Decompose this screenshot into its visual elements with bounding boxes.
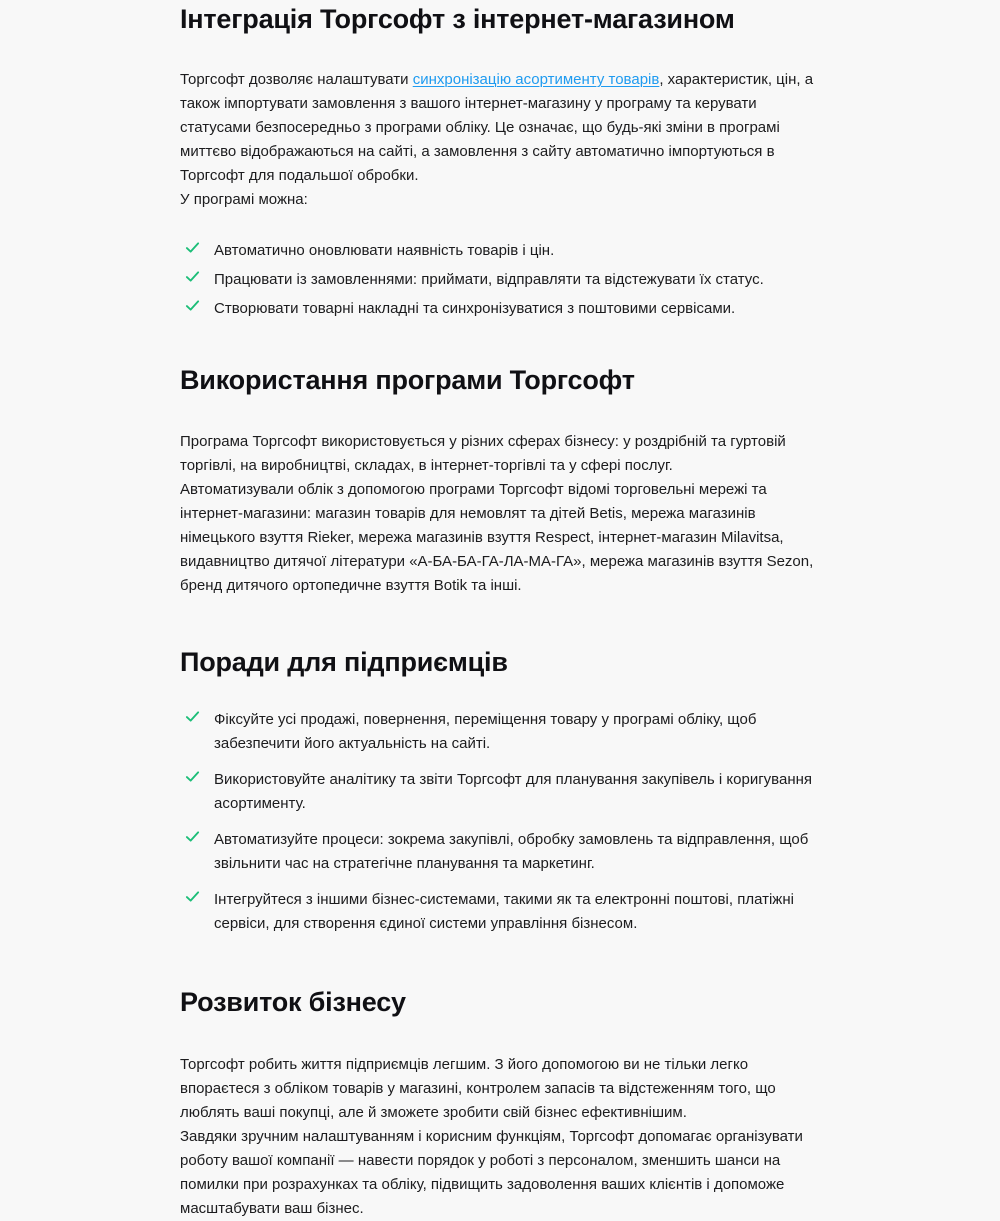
check-icon bbox=[185, 709, 200, 724]
check-icon bbox=[185, 889, 200, 904]
section-title-tips: Поради для підприємців bbox=[180, 646, 508, 677]
lead-text-after-link: , характеристик, цін, а також імпортувати замовлення з вашого інтернет-магазину у програму та керувати статусами безпосередньо з програми обліку. Це означає, що будь-які зміни в програмі миттєво відображаються на сайті, а замовлення з сайту автоматично імпортуються в Торгсофт для подальшої обробки. bbox=[180, 70, 814, 184]
section-title-growth: Розвиток бізнесу bbox=[180, 987, 406, 1018]
usage-paragraph-2: Автоматизували облік з допомогою програми Торгсофт відомі торговельні мережі та інтернет-магазини: магазин товарів для немовлят та дітей Betis, мережа магазинів німецького взуття Rieker, мережа магазинів взуття Respect, інтернет-магазин Milavitsa, видавництво дитячої літератури «А-БА-БА-ГА-ЛА-МА-ГА», мережа магазинів взуття Sezon, бренд дитячого ортопедичне взуття Botik та інші. bbox=[180, 480, 814, 594]
list-item-label: Фіксуйте усі продажі, повернення, переміщення товару у програмі обліку, щоб забезпечити його актуальність на сайті. bbox=[214, 711, 757, 753]
list-item-label: Автоматизуйте процеси: зокрема закупівлі, обробку замовлень та відправлення, щоб звільнити час на стратегічне планування та маркетинг. bbox=[214, 831, 809, 873]
growth-paragraph-1: Торгсофт робить життя підприємців легшим. З його допомогою ви не тільки легко впораєтеся з обліком товарів у магазині, контролем запасів та відстеженням того, що люблять ваші покупці, але й зможете зробити свій бізнес ефективнішим. bbox=[180, 1056, 776, 1121]
list-item-label: Працювати із замовленнями: приймати, відправляти та відстежувати їх статус. bbox=[214, 270, 764, 288]
list-item-label: Використовуйте аналітику та звіти Торгсофт для планування закупівель і коригування асортименту. bbox=[214, 771, 813, 813]
check-icon bbox=[185, 829, 200, 844]
check-icon bbox=[185, 269, 200, 284]
page-title: Інтеграція Торгсофт з інтернет-магазином bbox=[180, 4, 735, 34]
check-icon bbox=[185, 769, 200, 784]
usage-paragraph-1: Програма Торгсофт використовується у різних сферах бізнесу: у роздрібній та гуртовій торгівлі, на виробництві, складах, в інтернет-торгівлі та у сфері послуг. bbox=[180, 432, 786, 474]
check-icon bbox=[185, 240, 200, 255]
tips-list bbox=[180, 708, 820, 936]
list-item bbox=[180, 239, 820, 263]
section-title-usage: Використання програми Торгсофт bbox=[180, 364, 635, 395]
list-item bbox=[180, 708, 820, 756]
article-content bbox=[180, 0, 820, 1221]
section-tips bbox=[180, 646, 820, 937]
list-item bbox=[180, 888, 820, 936]
product-sync-link[interactable]: синхронізацію асортименту товарів bbox=[412, 70, 660, 88]
growth-paragraph-2: Завдяки зручним налаштуванням і корисним функціям, Торгсофт допомагає організувати роботу вашої компанії — навести порядок у роботі з персоналом, зменшить шанси на помилки при розрахунках та обліку, підвищить задоволення ваших клієнтів і допоможе масштабувати ваш бізнес. bbox=[180, 1128, 803, 1217]
list-item bbox=[180, 768, 820, 816]
check-icon bbox=[185, 298, 200, 313]
integration-lead-paragraph bbox=[180, 68, 820, 188]
list-item bbox=[180, 828, 820, 876]
lead-text-before-link: Торгсофт дозволяє налаштувати bbox=[180, 70, 413, 88]
list-item bbox=[180, 268, 820, 292]
list-item-label: Створювати товарні накладні та синхронізуватися з поштовими сервісами. bbox=[214, 299, 736, 317]
list-item bbox=[180, 297, 820, 321]
section-usage bbox=[180, 364, 820, 598]
integration-feature-list bbox=[180, 239, 820, 321]
integration-list-intro: У програмі можна: bbox=[180, 190, 308, 208]
section-integration bbox=[180, 0, 820, 321]
list-item-label: Інтегруйтеся з іншими бізнес-системами, такими як та електронні поштові, платіжні сервіси, для створення єдиної системи управління бізнесом. bbox=[214, 891, 794, 933]
section-growth bbox=[180, 986, 820, 1221]
list-item-label: Автоматично оновлювати наявність товарів і цін. bbox=[214, 241, 555, 259]
